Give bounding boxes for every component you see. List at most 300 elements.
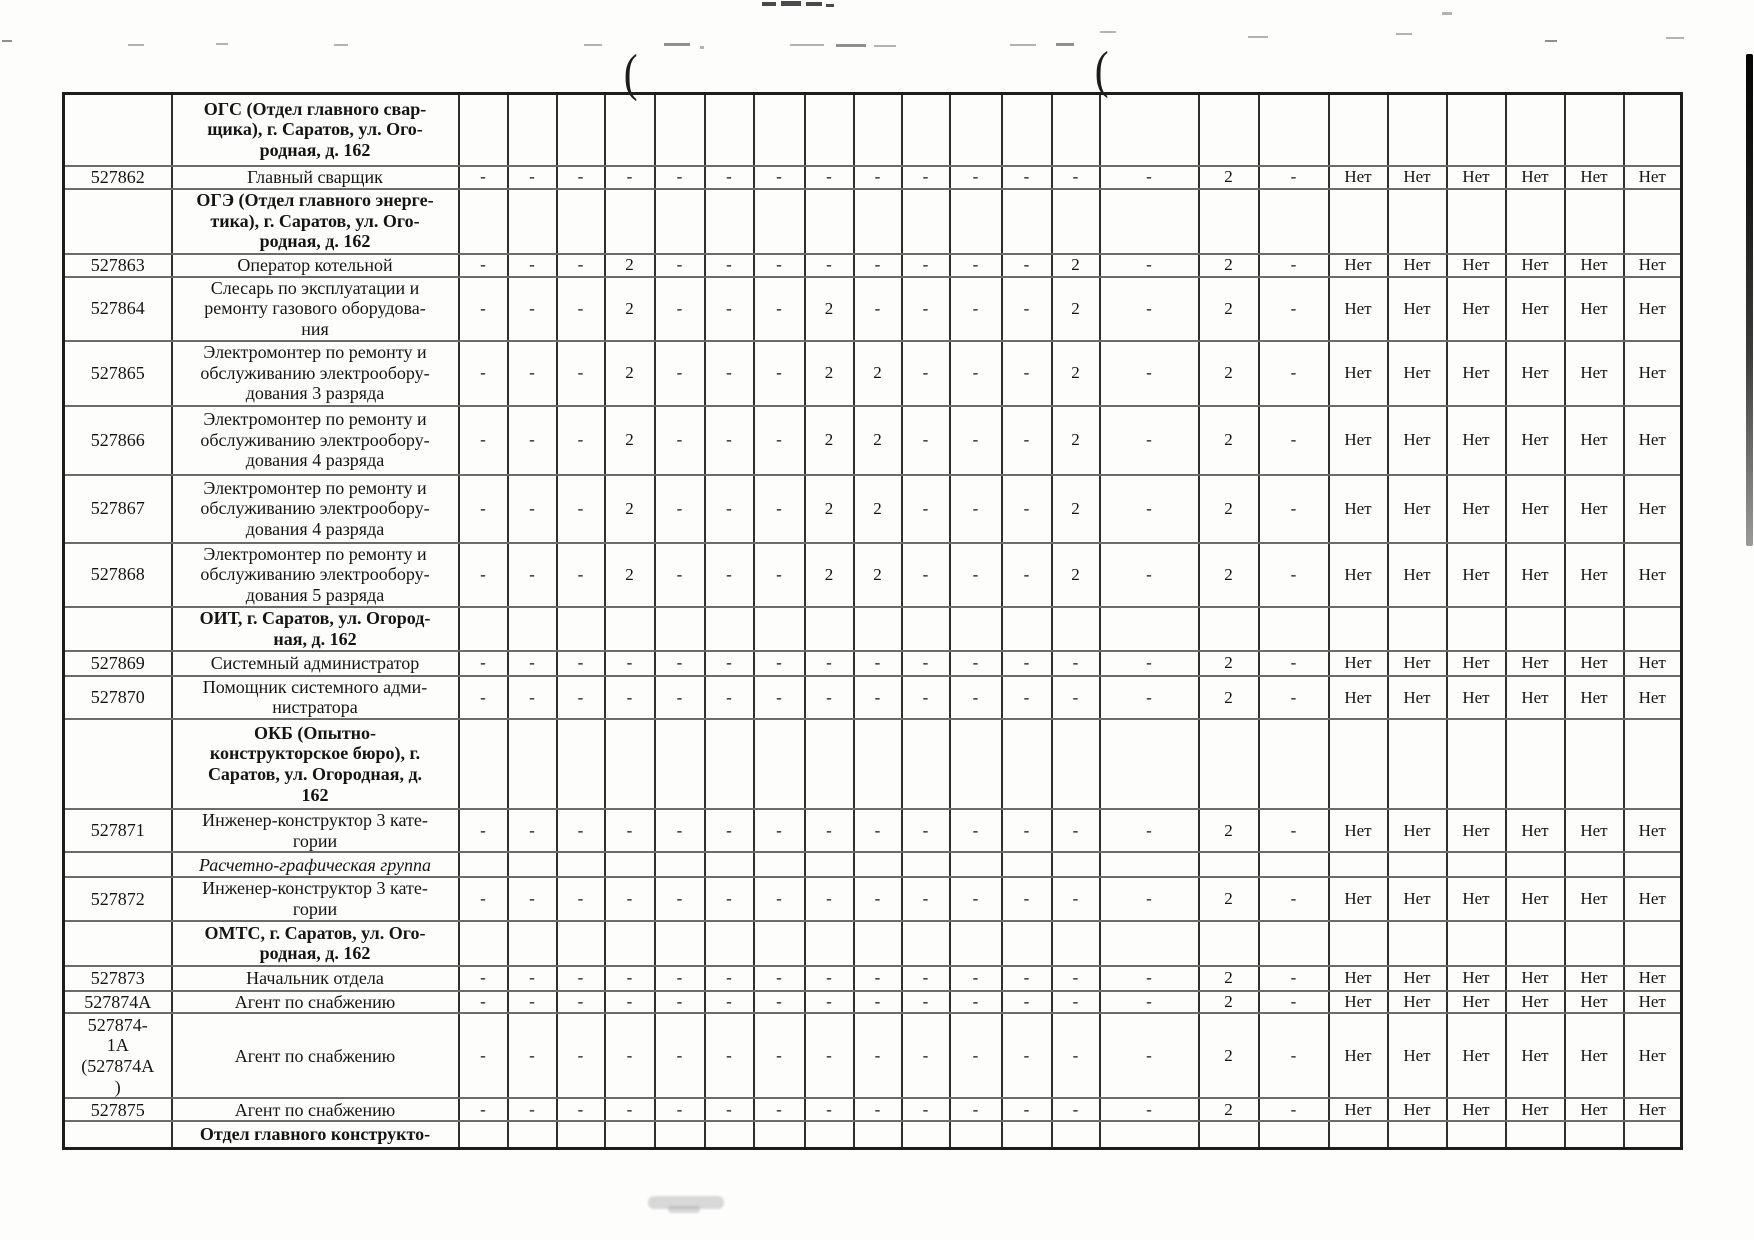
value-cell: - xyxy=(950,676,1002,719)
net-cell xyxy=(1329,921,1388,966)
value-cell: - xyxy=(705,809,754,852)
value-cell xyxy=(605,94,655,166)
value-cell: - xyxy=(459,475,508,543)
cell-text-line: Агент по снабжению xyxy=(234,991,396,1012)
value-cell xyxy=(805,719,854,809)
value-cell: - xyxy=(705,254,754,277)
value-cell xyxy=(805,189,854,254)
scan-smudge xyxy=(668,1206,700,1213)
value-cell: 2 xyxy=(1052,475,1100,543)
net-cell: Нет xyxy=(1565,1013,1624,1098)
net-cell: Нет xyxy=(1565,1098,1624,1121)
net-cell xyxy=(1388,1121,1447,1148)
cell-text-line: конструкторское бюро), г. xyxy=(209,743,421,764)
value-cell xyxy=(1002,189,1052,254)
value-cell xyxy=(902,1121,950,1148)
value-cell: - xyxy=(1052,809,1100,852)
value-cell: - xyxy=(705,1098,754,1121)
net-cell: Нет xyxy=(1565,877,1624,920)
cell-text-line: ОГС (Отдел главного свар- xyxy=(203,98,427,119)
value-cell: - xyxy=(1100,475,1199,543)
value-cell xyxy=(1259,607,1329,651)
value-cell: - xyxy=(557,809,605,852)
value-cell xyxy=(655,607,705,651)
cell-text-line: родная, д. 162 xyxy=(259,231,371,252)
value-cell: 2 xyxy=(1199,1013,1259,1098)
value-cell: - xyxy=(508,877,557,920)
value-cell: - xyxy=(1002,543,1052,607)
value-cell xyxy=(605,719,655,809)
id-cell xyxy=(64,966,172,991)
value-cell: 2 xyxy=(605,341,655,406)
value-cell: - xyxy=(605,966,655,991)
value-cell: - xyxy=(557,166,605,189)
value-cell: - xyxy=(1100,254,1199,277)
net-cell: Нет xyxy=(1447,1098,1506,1121)
value-cell xyxy=(705,921,754,966)
value-cell: - xyxy=(655,651,705,676)
cell-text-line: щика), г. Саратов, ул. Ого- xyxy=(207,119,423,140)
net-cell: Нет xyxy=(1388,475,1447,543)
position-cell xyxy=(172,277,459,341)
net-cell xyxy=(1329,189,1388,254)
value-cell: - xyxy=(1259,166,1329,189)
value-cell: 2 xyxy=(1052,341,1100,406)
net-cell xyxy=(1506,719,1565,809)
value-cell: - xyxy=(605,676,655,719)
value-cell: 2 xyxy=(1199,166,1259,189)
net-cell: Нет xyxy=(1388,676,1447,719)
value-cell xyxy=(705,94,754,166)
value-cell xyxy=(459,1121,508,1148)
value-cell: 2 xyxy=(1199,341,1259,406)
net-cell xyxy=(1624,607,1682,651)
value-cell xyxy=(459,607,508,651)
net-cell: Нет xyxy=(1624,966,1682,991)
value-cell: - xyxy=(508,991,557,1014)
value-cell: - xyxy=(854,277,902,341)
value-cell: - xyxy=(655,341,705,406)
net-cell: Нет xyxy=(1624,277,1682,341)
value-cell: - xyxy=(508,341,557,406)
position-cell xyxy=(172,543,459,607)
value-cell xyxy=(902,921,950,966)
value-cell xyxy=(902,607,950,651)
id-cell xyxy=(64,607,172,651)
net-cell: Нет xyxy=(1329,1013,1388,1098)
value-cell: 2 xyxy=(1199,277,1259,341)
cell-text-line: родная, д. 162 xyxy=(259,140,371,161)
net-cell: Нет xyxy=(1506,651,1565,676)
value-cell xyxy=(1259,94,1329,166)
value-cell: - xyxy=(655,254,705,277)
net-cell: Нет xyxy=(1506,809,1565,852)
value-cell: 2 xyxy=(1199,809,1259,852)
value-cell: - xyxy=(902,406,950,475)
value-cell: - xyxy=(902,877,950,920)
net-cell: Нет xyxy=(1447,1013,1506,1098)
cell-text-line: тика), г. Саратов, ул. Ого- xyxy=(210,210,420,231)
value-cell: - xyxy=(854,166,902,189)
value-cell xyxy=(459,189,508,254)
value-cell xyxy=(459,94,508,166)
value-cell: - xyxy=(950,991,1002,1014)
scan-noise-dash xyxy=(1396,33,1412,35)
value-cell: 2 xyxy=(805,406,854,475)
value-cell: - xyxy=(655,1098,705,1121)
value-cell: - xyxy=(705,475,754,543)
value-cell: - xyxy=(459,166,508,189)
position-cell xyxy=(172,1098,459,1121)
scan-noise-dash xyxy=(216,43,228,45)
value-cell: - xyxy=(508,1013,557,1098)
section-header-row xyxy=(64,607,1682,651)
value-cell: - xyxy=(557,543,605,607)
value-cell: - xyxy=(459,676,508,719)
position-cell xyxy=(172,341,459,406)
value-cell: - xyxy=(1259,809,1329,852)
id-cell xyxy=(64,1121,172,1148)
value-cell xyxy=(1100,719,1199,809)
cell-text-line: дования 4 разряда xyxy=(245,518,385,539)
net-cell: Нет xyxy=(1447,406,1506,475)
net-cell xyxy=(1565,94,1624,166)
value-cell xyxy=(508,921,557,966)
value-cell: 2 xyxy=(605,254,655,277)
value-cell: 2 xyxy=(1052,543,1100,607)
value-cell: - xyxy=(705,543,754,607)
value-cell xyxy=(950,719,1002,809)
position-cell xyxy=(172,607,459,651)
table-row-527871 xyxy=(64,809,1682,852)
value-cell: - xyxy=(1052,676,1100,719)
scan-noise-dash xyxy=(806,2,822,6)
value-cell: - xyxy=(1002,254,1052,277)
id-cell xyxy=(64,254,172,277)
id-cell xyxy=(64,852,172,877)
value-cell: - xyxy=(950,1098,1002,1121)
net-cell xyxy=(1388,921,1447,966)
value-cell: - xyxy=(605,809,655,852)
net-cell xyxy=(1624,1121,1682,1148)
value-cell: 2 xyxy=(1199,991,1259,1014)
cell-text-line: 527862 xyxy=(90,166,145,187)
value-cell xyxy=(605,852,655,877)
cell-text-line: обслуживанию электрообору- xyxy=(200,564,430,585)
scan-noise-dash xyxy=(836,44,866,47)
value-cell: - xyxy=(1100,877,1199,920)
value-cell: - xyxy=(805,1098,854,1121)
value-cell: - xyxy=(655,406,705,475)
cell-text-line: родная, д. 162 xyxy=(259,943,371,964)
net-cell xyxy=(1388,607,1447,651)
table-row-527870 xyxy=(64,676,1682,719)
net-cell: Нет xyxy=(1506,543,1565,607)
value-cell: 2 xyxy=(854,341,902,406)
cell-text-line: Главный сварщик xyxy=(247,166,383,187)
cell-text-line: обслуживанию электрообору- xyxy=(200,429,430,450)
net-cell: Нет xyxy=(1329,406,1388,475)
net-cell: Нет xyxy=(1388,1098,1447,1121)
value-cell: - xyxy=(655,991,705,1014)
value-cell: - xyxy=(1052,166,1100,189)
value-cell xyxy=(655,921,705,966)
net-cell: Нет xyxy=(1506,341,1565,406)
value-cell: - xyxy=(805,166,854,189)
id-cell xyxy=(64,1013,172,1098)
cell-text-line: 527864 xyxy=(90,298,145,319)
value-cell: - xyxy=(508,277,557,341)
table-row-527866 xyxy=(64,406,1682,475)
value-cell: - xyxy=(754,406,805,475)
value-cell xyxy=(557,189,605,254)
value-cell: - xyxy=(655,543,705,607)
value-cell: - xyxy=(1002,1098,1052,1121)
value-cell xyxy=(705,1121,754,1148)
value-cell xyxy=(605,189,655,254)
value-cell: - xyxy=(754,1013,805,1098)
value-cell: - xyxy=(1100,341,1199,406)
net-cell: Нет xyxy=(1329,543,1388,607)
net-cell: Нет xyxy=(1565,676,1624,719)
value-cell: - xyxy=(854,966,902,991)
value-cell: - xyxy=(854,651,902,676)
value-cell: - xyxy=(1100,676,1199,719)
value-cell: 2 xyxy=(854,543,902,607)
id-cell xyxy=(64,189,172,254)
value-cell: 2 xyxy=(1199,676,1259,719)
value-cell: - xyxy=(557,991,605,1014)
value-cell: - xyxy=(950,475,1002,543)
net-cell xyxy=(1624,189,1682,254)
table-row-527863 xyxy=(64,254,1682,277)
net-cell: Нет xyxy=(1329,809,1388,852)
net-cell: Нет xyxy=(1565,341,1624,406)
value-cell xyxy=(805,94,854,166)
value-cell xyxy=(655,1121,705,1148)
value-cell xyxy=(1002,852,1052,877)
value-cell: - xyxy=(1259,877,1329,920)
cell-text-line: 527873 xyxy=(90,967,145,988)
net-cell: Нет xyxy=(1329,166,1388,189)
cell-text-line: ния xyxy=(301,318,329,339)
net-cell xyxy=(1565,1121,1624,1148)
value-cell: - xyxy=(508,543,557,607)
id-cell xyxy=(64,877,172,920)
cell-text-line: ная, д. 162 xyxy=(273,628,357,649)
position-cell xyxy=(172,1013,459,1098)
staffing-table xyxy=(62,92,1683,1150)
cell-text-line: дования 3 разряда xyxy=(245,383,385,404)
table-row-527865 xyxy=(64,341,1682,406)
value-cell: - xyxy=(1100,651,1199,676)
value-cell xyxy=(950,189,1002,254)
scan-artifact-paren-right: ( xyxy=(1094,42,1109,99)
value-cell: - xyxy=(902,475,950,543)
scan-noise-dash xyxy=(1248,36,1268,38)
value-cell: - xyxy=(902,166,950,189)
value-cell: - xyxy=(705,877,754,920)
value-cell xyxy=(854,607,902,651)
value-cell: - xyxy=(605,877,655,920)
net-cell: Нет xyxy=(1447,475,1506,543)
value-cell xyxy=(1259,852,1329,877)
value-cell: - xyxy=(655,277,705,341)
net-cell xyxy=(1565,607,1624,651)
net-cell: Нет xyxy=(1624,651,1682,676)
net-cell xyxy=(1506,852,1565,877)
net-cell: Нет xyxy=(1388,341,1447,406)
value-cell xyxy=(1002,1121,1052,1148)
net-cell: Нет xyxy=(1329,475,1388,543)
value-cell: - xyxy=(705,406,754,475)
value-cell: 2 xyxy=(605,475,655,543)
position-cell xyxy=(172,809,459,852)
value-cell: - xyxy=(754,991,805,1014)
value-cell: - xyxy=(1259,1098,1329,1121)
net-cell: Нет xyxy=(1565,966,1624,991)
net-cell: Нет xyxy=(1447,966,1506,991)
position-cell xyxy=(172,254,459,277)
value-cell: - xyxy=(1052,1098,1100,1121)
net-cell xyxy=(1447,852,1506,877)
net-cell: Нет xyxy=(1329,676,1388,719)
section-header-row xyxy=(64,852,1682,877)
net-cell xyxy=(1388,94,1447,166)
cell-text-line: 527875 xyxy=(90,1099,145,1120)
scan-noise-dash xyxy=(781,1,801,6)
value-cell xyxy=(854,1121,902,1148)
value-cell: - xyxy=(1259,341,1329,406)
value-cell xyxy=(508,94,557,166)
net-cell xyxy=(1329,719,1388,809)
value-cell: 2 xyxy=(1199,966,1259,991)
value-cell xyxy=(705,189,754,254)
net-cell xyxy=(1506,921,1565,966)
value-cell: - xyxy=(1259,966,1329,991)
value-cell xyxy=(1052,607,1100,651)
value-cell: - xyxy=(754,277,805,341)
value-cell: - xyxy=(1100,991,1199,1014)
value-cell: - xyxy=(854,254,902,277)
scan-noise-dash xyxy=(2,40,12,42)
cell-text-line: 527874А xyxy=(84,991,152,1012)
cell-text-line: Электромонтер по ремонту и xyxy=(203,477,427,498)
value-cell xyxy=(1259,1121,1329,1148)
value-cell xyxy=(1199,1121,1259,1148)
value-cell: 2 xyxy=(805,341,854,406)
value-cell: - xyxy=(1259,1013,1329,1098)
value-cell: - xyxy=(557,406,605,475)
value-cell: - xyxy=(902,651,950,676)
value-cell: - xyxy=(854,991,902,1014)
scan-noise-dash xyxy=(1545,40,1557,42)
value-cell: - xyxy=(950,966,1002,991)
net-cell xyxy=(1447,607,1506,651)
value-cell: 2 xyxy=(1052,254,1100,277)
value-cell: - xyxy=(508,966,557,991)
table-row-527875 xyxy=(64,1098,1682,1121)
section-header-row xyxy=(64,921,1682,966)
position-cell xyxy=(172,1121,459,1148)
id-cell xyxy=(64,719,172,809)
net-cell: Нет xyxy=(1506,475,1565,543)
value-cell xyxy=(1002,921,1052,966)
net-cell: Нет xyxy=(1565,277,1624,341)
net-cell: Нет xyxy=(1624,254,1682,277)
scan-noise-dash xyxy=(1100,31,1116,33)
net-cell: Нет xyxy=(1388,651,1447,676)
table-row-527874-1А(527874А) xyxy=(64,1013,1682,1098)
net-cell: Нет xyxy=(1447,166,1506,189)
cell-text-line: ОМТС, г. Саратов, ул. Ого- xyxy=(204,922,426,943)
value-cell: 2 xyxy=(605,543,655,607)
net-cell: Нет xyxy=(1506,166,1565,189)
value-cell xyxy=(508,719,557,809)
value-cell: - xyxy=(459,991,508,1014)
net-cell: Нет xyxy=(1388,406,1447,475)
value-cell: - xyxy=(705,651,754,676)
id-cell xyxy=(64,991,172,1014)
scan-noise-dash xyxy=(128,44,144,46)
value-cell: - xyxy=(950,543,1002,607)
cell-text-line: Расчетно-графическая группа xyxy=(198,854,432,875)
value-cell xyxy=(805,607,854,651)
cell-text-line: обслуживанию электрообору- xyxy=(200,498,430,519)
net-cell xyxy=(1447,1121,1506,1148)
id-cell xyxy=(64,406,172,475)
cell-text-line: (527874А xyxy=(81,1055,155,1076)
net-cell: Нет xyxy=(1447,809,1506,852)
value-cell xyxy=(950,607,1002,651)
value-cell: - xyxy=(655,966,705,991)
value-cell xyxy=(1100,852,1199,877)
value-cell: - xyxy=(557,1098,605,1121)
value-cell xyxy=(1199,94,1259,166)
value-cell: - xyxy=(557,1013,605,1098)
value-cell: - xyxy=(902,1013,950,1098)
net-cell xyxy=(1329,1121,1388,1148)
cell-text-line: ОИТ, г. Саратов, ул. Огород- xyxy=(199,607,431,628)
cell-text-line: Слесарь по эксплуатации и xyxy=(210,277,420,298)
net-cell: Нет xyxy=(1388,543,1447,607)
net-cell: Нет xyxy=(1447,877,1506,920)
value-cell xyxy=(754,1121,805,1148)
value-cell xyxy=(508,852,557,877)
table-row-527873 xyxy=(64,966,1682,991)
net-cell: Нет xyxy=(1565,254,1624,277)
net-cell: Нет xyxy=(1506,966,1565,991)
value-cell: - xyxy=(705,166,754,189)
value-cell: - xyxy=(459,809,508,852)
value-cell xyxy=(1199,607,1259,651)
value-cell: - xyxy=(605,991,655,1014)
value-cell: - xyxy=(655,166,705,189)
scan-noise-dash xyxy=(762,2,776,6)
value-cell: - xyxy=(1002,966,1052,991)
value-cell: - xyxy=(508,475,557,543)
value-cell xyxy=(605,921,655,966)
value-cell xyxy=(754,189,805,254)
value-cell: 2 xyxy=(1052,406,1100,475)
table-row-527869 xyxy=(64,651,1682,676)
value-cell: - xyxy=(902,676,950,719)
scan-noise-dash xyxy=(790,44,824,46)
cell-text-line: дования 4 разряда xyxy=(245,450,385,471)
net-cell xyxy=(1329,852,1388,877)
net-cell xyxy=(1624,94,1682,166)
value-cell: - xyxy=(557,341,605,406)
